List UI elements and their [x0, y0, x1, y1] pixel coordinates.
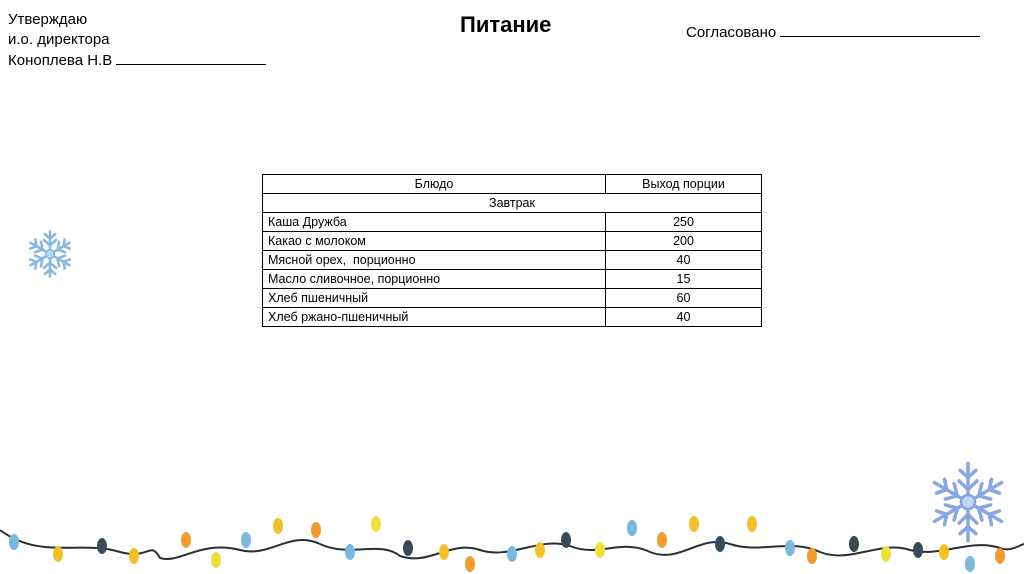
table-row	[263, 213, 762, 232]
portion-cell: 200	[606, 232, 762, 251]
portion-cell: 15	[606, 270, 762, 289]
table-row	[263, 270, 762, 289]
column-header-portion: Выход порции	[606, 175, 762, 194]
table-header-row	[263, 175, 762, 194]
dish-cell: Каша Дружба	[263, 213, 606, 232]
table-row	[263, 232, 762, 251]
light-bulbs	[9, 516, 1005, 572]
agreed-signature-line	[780, 22, 980, 37]
approval-position: и.о. директора	[8, 31, 110, 48]
column-header-dish: Блюдо	[263, 175, 606, 194]
portion-cell: 250	[606, 213, 762, 232]
approval-title: Утверждаю	[8, 11, 88, 28]
approval-name: Коноплева Н.В	[8, 52, 113, 69]
dish-cell: Хлеб ржано-пшеничный	[263, 308, 606, 327]
section-row	[263, 194, 762, 213]
dish-cell: Мясной орех, порционно	[263, 251, 606, 270]
dish-cell: Какао с молоком	[263, 232, 606, 251]
menu-table	[262, 174, 762, 327]
dish-cell: Хлеб пшеничный	[263, 289, 606, 308]
portion-cell: 60	[606, 289, 762, 308]
portion-cell: 40	[606, 251, 762, 270]
section-breakfast: Завтрак	[263, 194, 762, 213]
approval-name-row	[8, 50, 266, 71]
agreed-block	[686, 22, 980, 41]
approval-signature-line	[116, 50, 266, 65]
table-row	[263, 308, 762, 327]
agreed-label: Согласовано	[686, 24, 777, 41]
portion-cell: 40	[606, 308, 762, 327]
garland-decoration	[0, 500, 1024, 574]
table-row	[263, 289, 762, 308]
page-title: Питание	[460, 12, 552, 37]
table-row	[263, 251, 762, 270]
snowflake-icon	[24, 228, 76, 280]
approval-block	[8, 10, 266, 71]
dish-cell: Масло сливочное, порционно	[263, 270, 606, 289]
